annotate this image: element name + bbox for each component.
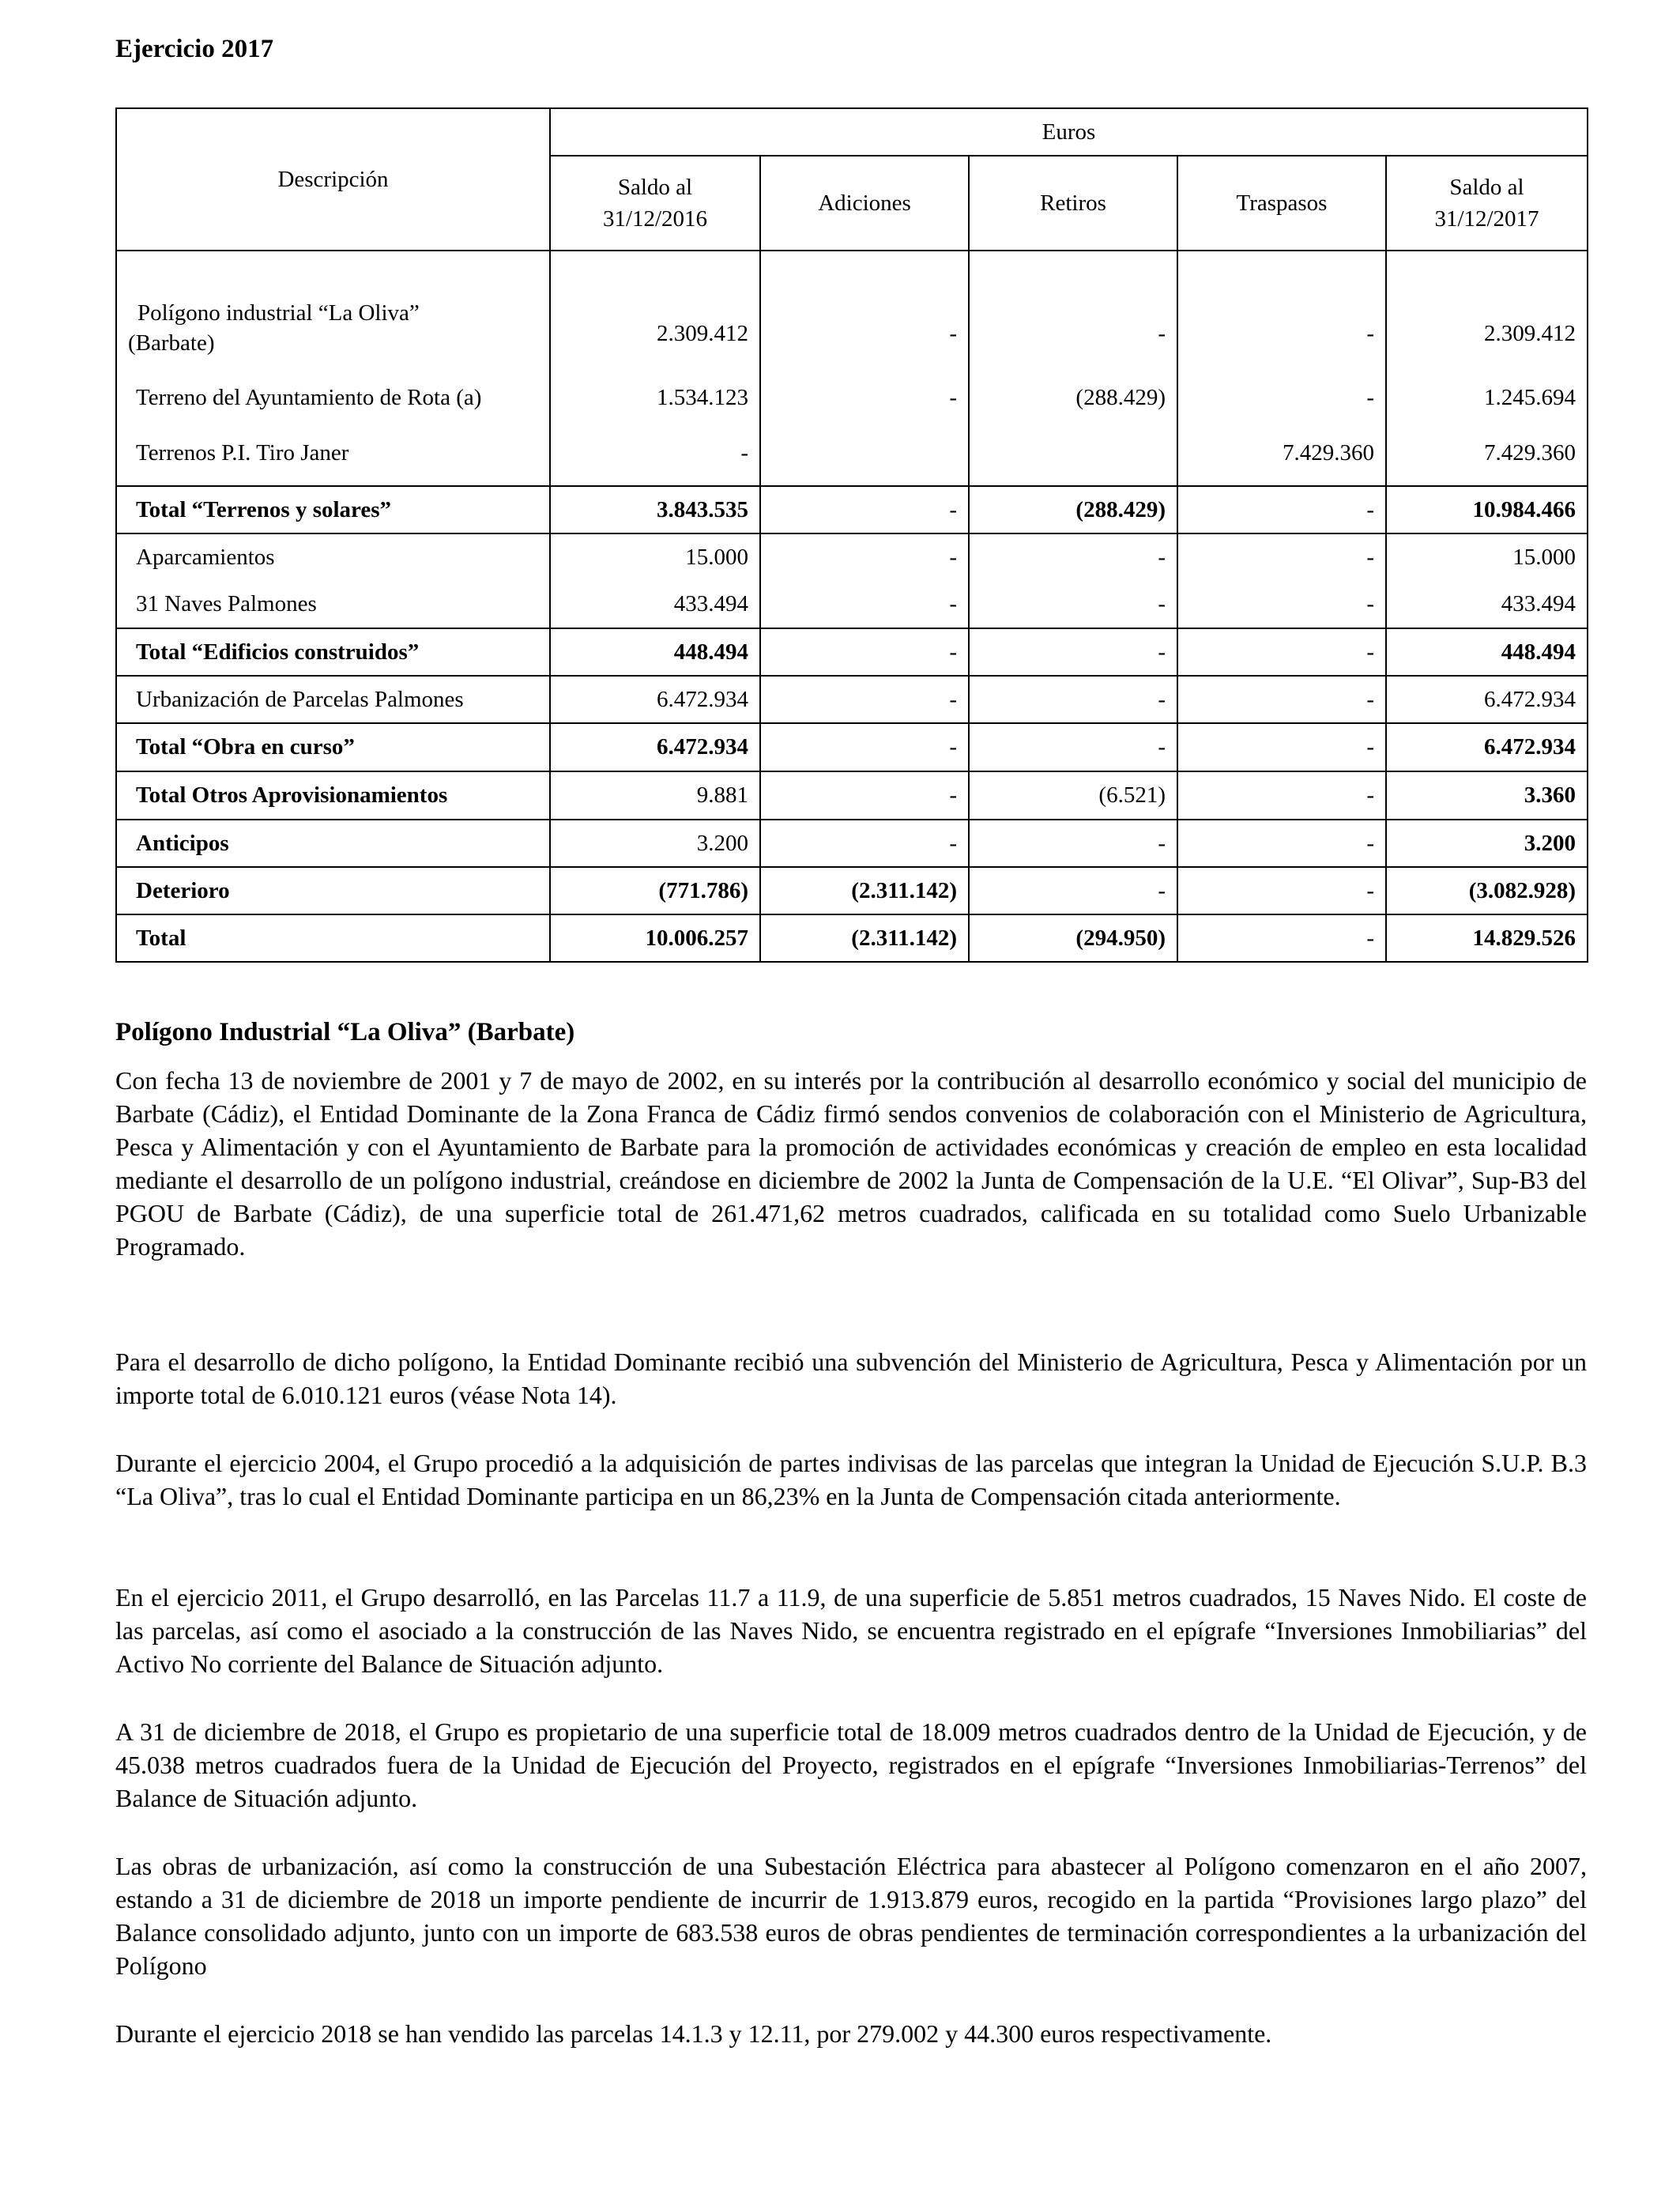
cell-saldo-2016: -	[550, 429, 760, 486]
cell-adiciones: -	[760, 251, 969, 366]
paragraph: Durante el ejercicio 2004, el Grupo procedió a la adquisición de partes indivisas de las parcelas que integran la Unidad de Ejecución S.U.P. B.3 “La Oliva”, tras lo cual el Entidad Dominante participa en un 86,23% en la Junta de Compensación citada anteriormente.	[115, 1449, 1587, 1510]
cell-adiciones: -	[760, 486, 969, 533]
cell-traspasos: -	[1177, 533, 1386, 581]
cell-retiros: -	[969, 723, 1177, 771]
cell-traspasos: -	[1177, 251, 1386, 366]
row-description: Total	[116, 914, 550, 962]
cell-traspasos: -	[1177, 581, 1386, 628]
cell-saldo-2017: 7.429.360	[1386, 429, 1588, 486]
table-row	[116, 429, 1588, 486]
table-row-total	[116, 486, 1588, 533]
cell-adiciones: -	[760, 581, 969, 628]
paragraph: Las obras de urbanización, así como la construcción de una Subestación Eléctrica para abastecer al Polígono comenzaron en el año 2007, estando a 31 de diciembre de 2018 un importe pendiente de incurrir de 1.913.879 euros, recogido en la partida “Provisiones largo plazo” del Balance consolidado adjunto, junto con un importe de 683.538 euros de obras pendientes de terminación correspondientes a la urbanización del Polígono	[115, 1852, 1587, 1980]
cell-saldo-2017: 3.200	[1386, 820, 1588, 867]
cell-traspasos: -	[1177, 723, 1386, 771]
cell-adiciones	[760, 429, 969, 486]
cell-adiciones: -	[760, 820, 969, 867]
table-row	[116, 771, 1588, 820]
cell-saldo-2016: 6.472.934	[550, 723, 760, 771]
cell-retiros: -	[969, 867, 1177, 914]
cell-traspasos: -	[1177, 676, 1386, 723]
header-saldo-2016-line1: Saldo al	[617, 175, 693, 200]
cell-traspasos: -	[1177, 867, 1386, 914]
table-row	[116, 533, 1588, 581]
header-saldo-2016-line2: 31/12/2016	[602, 206, 708, 232]
row-description: 31 Naves Palmones	[116, 581, 550, 628]
cell-retiros: -	[969, 533, 1177, 581]
cell-adiciones: -	[760, 771, 969, 820]
cell-adiciones: -	[760, 533, 969, 581]
cell-traspasos: -	[1177, 366, 1386, 429]
cell-saldo-2016: 15.000	[550, 533, 760, 581]
row-description: Terrenos P.I. Tiro Janer	[116, 429, 550, 486]
cell-traspasos: -	[1177, 914, 1386, 962]
cell-saldo-2017: 2.309.412	[1386, 251, 1588, 366]
paragraph: Para el desarrollo de dicho polígono, la Entidad Dominante recibió una subvención del Ministerio de Agricultura, Pesca y Alimentación por un importe total de 6.010.121 euros (véase Nota 14).	[115, 1348, 1587, 1409]
cell-retiros: (6.521)	[969, 771, 1177, 820]
cell-traspasos: -	[1177, 771, 1386, 820]
cell-retiros: (294.950)	[969, 914, 1177, 962]
cell-saldo-2016: 3.200	[550, 820, 760, 867]
cell-saldo-2017: 448.494	[1386, 628, 1588, 676]
cell-saldo-2017: 433.494	[1386, 581, 1588, 628]
cell-saldo-2016: 6.472.934	[550, 676, 760, 723]
paragraph: Con fecha 13 de noviembre de 2001 y 7 de mayo de 2002, en su interés por la contribución al desarrollo económico y social del municipio de Barbate (Cádiz), el Entidad Dominante de la Zona Franca de Cádiz firmó sendos convenios de colaboración con el Ministerio de Agricultura, Pesca y Alimentación y con el Ayuntamiento de Barbate para la promoción de actividades económicas y creación de empleo en esta localidad mediante el desarrollo de un polígono industrial, creándose en diciembre de 2002 la Junta de Compensación de la U.E. “El Olivar”, Sup-B3 del PGOU de Barbate (Cádiz), de una superficie total de 261.471,62 metros cuadrados, calificada en su totalidad como Suelo Urbanizable Programado.	[115, 1066, 1587, 1261]
cell-adiciones: -	[760, 366, 969, 429]
cell-saldo-2016: 2.309.412	[550, 251, 760, 366]
cell-retiros	[969, 429, 1177, 486]
header-saldo-2017	[1386, 156, 1588, 251]
cell-saldo-2016: (771.786)	[550, 867, 760, 914]
header-euros: Euros	[550, 108, 1588, 156]
row-description-line1: Polígono industrial “La Oliva”	[137, 300, 420, 326]
paragraph: A 31 de diciembre de 2018, el Grupo es propietario de una superficie total de 18.009 metros cuadrados dentro de la Unidad de Ejecución, y de 45.038 metros cuadrados fuera de la Unidad de Ejecución del Proyecto, registrados en el epígrafe “Inversiones Inmobiliarias-Terrenos” del Balance de Situación adjunto.	[115, 1717, 1587, 1812]
cell-saldo-2017: 3.360	[1386, 771, 1588, 820]
table-row-grand-total	[116, 914, 1588, 962]
cell-saldo-2016: 433.494	[550, 581, 760, 628]
row-description: Aparcamientos	[116, 533, 550, 581]
cell-retiros: -	[969, 676, 1177, 723]
cell-saldo-2016: 3.843.535	[550, 486, 760, 533]
cell-adiciones: (2.311.142)	[760, 914, 969, 962]
table-row	[116, 366, 1588, 429]
cell-traspasos: -	[1177, 820, 1386, 867]
cell-saldo-2017: 1.245.694	[1386, 366, 1588, 429]
cell-retiros: -	[969, 581, 1177, 628]
cell-adiciones: -	[760, 723, 969, 771]
cell-saldo-2017: 10.984.466	[1386, 486, 1588, 533]
header-retiros: Retiros	[969, 156, 1177, 251]
header-traspasos: Traspasos	[1177, 156, 1386, 251]
cell-retiros: (288.429)	[969, 366, 1177, 429]
cell-saldo-2017: 6.472.934	[1386, 723, 1588, 771]
table-row-total	[116, 628, 1588, 676]
cell-saldo-2016: 1.534.123	[550, 366, 760, 429]
cell-adiciones: (2.311.142)	[760, 867, 969, 914]
cell-retiros: (288.429)	[969, 486, 1177, 533]
cell-retiros: -	[969, 251, 1177, 366]
row-description	[116, 251, 550, 366]
table-row	[116, 676, 1588, 723]
row-description: Terreno del Ayuntamiento de Rota (a)	[116, 366, 550, 429]
cell-saldo-2017: 15.000	[1386, 533, 1588, 581]
header-saldo-2016	[550, 156, 760, 251]
cell-retiros: -	[969, 820, 1177, 867]
table-row	[116, 820, 1588, 867]
row-description: Urbanización de Parcelas Palmones	[116, 676, 550, 723]
cell-traspasos: -	[1177, 486, 1386, 533]
paragraph: Durante el ejercicio 2018 se han vendido las parcelas 14.1.3 y 12.11, por 279.002 y 44.300 euros respectivamente.	[115, 2019, 1272, 2048]
document-title: Ejercicio 2017	[115, 35, 274, 63]
cell-adiciones: -	[760, 676, 969, 723]
cell-saldo-2017: (3.082.928)	[1386, 867, 1588, 914]
header-descripcion: Descripción	[116, 108, 550, 251]
table-row	[116, 251, 1588, 366]
table-row	[116, 581, 1588, 628]
row-description: Total “Terrenos y solares”	[116, 486, 550, 533]
cell-saldo-2017: 14.829.526	[1386, 914, 1588, 962]
financial-table	[115, 107, 1588, 963]
row-description-line2: (Barbate)	[128, 330, 215, 356]
cell-saldo-2017: 6.472.934	[1386, 676, 1588, 723]
cell-saldo-2016: 9.881	[550, 771, 760, 820]
table-row-total	[116, 723, 1588, 771]
section-title: Polígono Industrial “La Oliva” (Barbate)	[115, 1018, 575, 1046]
cell-saldo-2016: 10.006.257	[550, 914, 760, 962]
cell-traspasos: 7.429.360	[1177, 429, 1386, 486]
row-description: Deterioro	[116, 867, 550, 914]
table-row-total	[116, 867, 1588, 914]
cell-saldo-2016: 448.494	[550, 628, 760, 676]
header-adiciones: Adiciones	[760, 156, 969, 251]
row-description: Anticipos	[116, 820, 550, 867]
cell-adiciones: -	[760, 628, 969, 676]
row-description: Total “Edificios construidos”	[116, 628, 550, 676]
row-description: Total Otros Aprovisionamientos	[116, 771, 550, 820]
row-description: Total “Obra en curso”	[116, 723, 550, 771]
paragraph: En el ejercicio 2011, el Grupo desarrolló, en las Parcelas 11.7 a 11.9, de una superficie de 5.851 metros cuadrados, 15 Naves Nido. El coste de las parcelas, así como el asociado a la construcción de las Naves Nido, se encuentra registrado en el epígrafe “Inversiones Inmobiliarias” del Activo No corriente del Balance de Situación adjunto.	[115, 1583, 1587, 1678]
cell-retiros: -	[969, 628, 1177, 676]
cell-traspasos: -	[1177, 628, 1386, 676]
header-saldo-2017-line2: 31/12/2017	[1434, 206, 1539, 232]
header-saldo-2017-line1: Saldo al	[1449, 175, 1524, 200]
